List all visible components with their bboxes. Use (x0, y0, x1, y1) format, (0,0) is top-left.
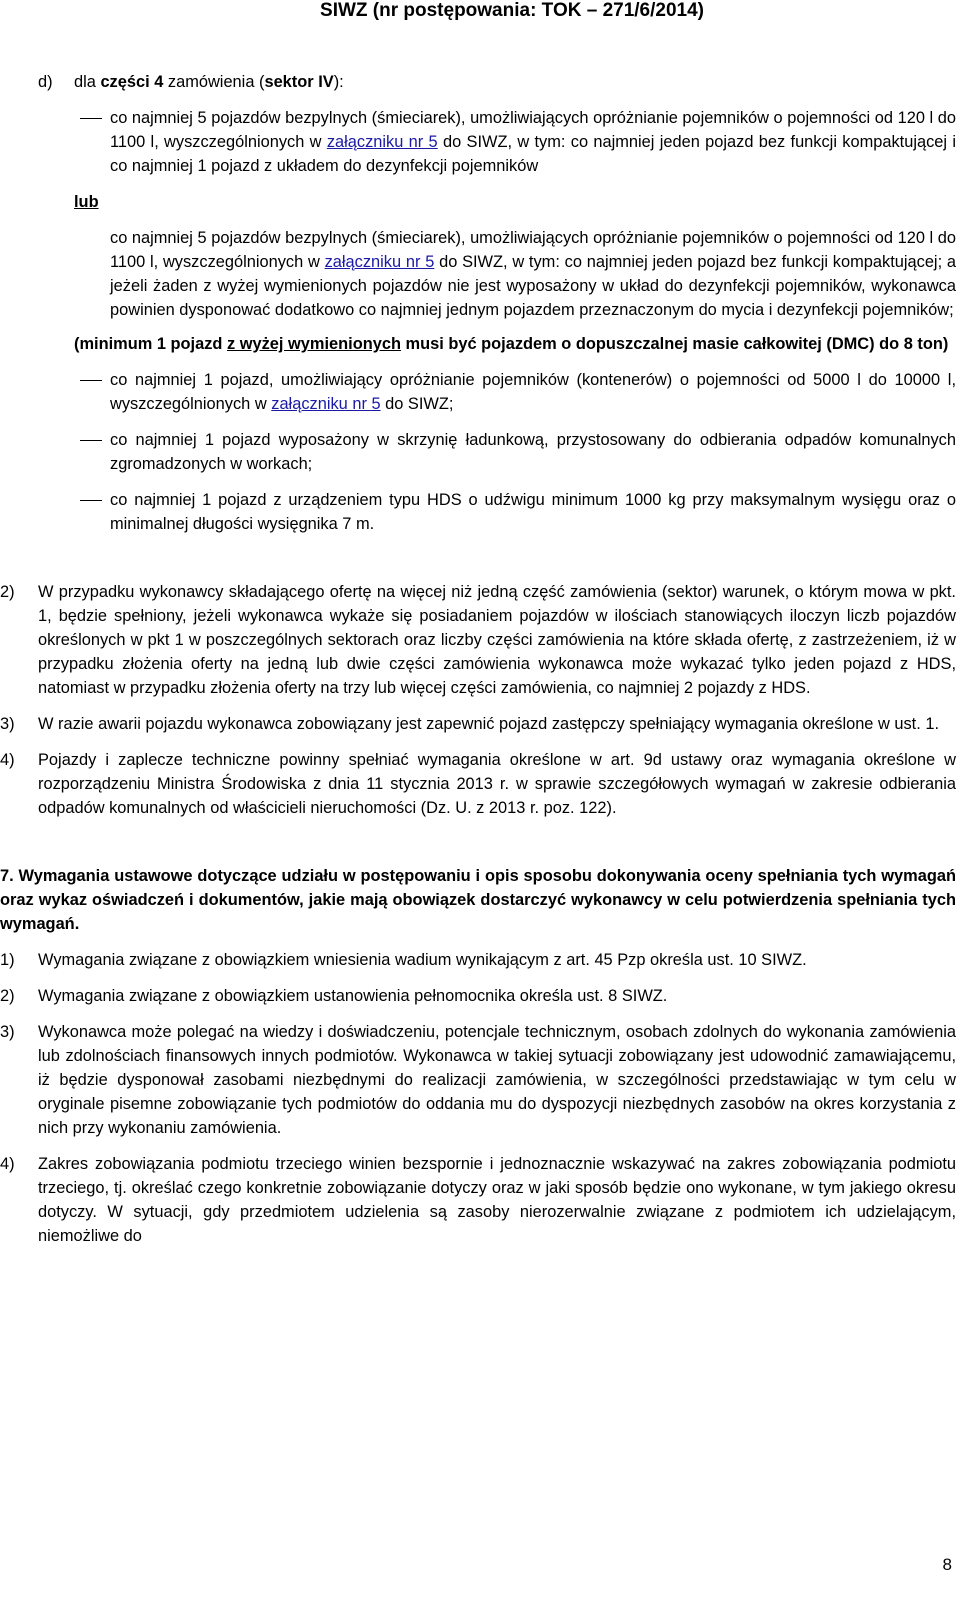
page-header (0, 0, 960, 24)
point-4: 4) Pojazdy i zaplecze techniczne powinny spełniać wymagania określone w art. 9d ustawy oraz wymagania określone w rozporządzeniu Ministra Środowiska z dnia 11 stycznia 2013 r. w sprawie szczegółowych wymagań w zakresie odbierania odpadów komunalnych od właścicieli nieruchomości (Dz. U. z 2013 r. poz. 122). (0, 751, 956, 817)
point-7-3: 3) Wykonawca może polegać na wiedzy i doświadczeniu, potencjale technicznym, osobach zdolnych do wykonania zamówienia lub zdolnościach finansowych innych podmiotów. Wykonawca w takiej sytuacji zobowiązany jest udowodnić zamawiającemu, iż będzie dysponował zasobami niezbędnymi do realizacji zamówienia, w szczególności przedstawiając w tym celu w oryginale pisemne zobowiązanie tych podmiotów do oddania mu do dyspozycji niezbędnych zasobów na okres korzystania z nich przy wykonaniu zamówienia. (0, 1023, 956, 1137)
attachment-5-link[interactable]: załączniku nr 5 (326, 133, 438, 151)
points-list-a (0, 580, 956, 820)
part-d-label: d) (38, 73, 53, 91)
part-d (38, 70, 956, 536)
attachment-5-link[interactable]: załączniku nr 5 (324, 253, 435, 271)
part-d-alternative: co najmniej 5 pojazdów bezpylnych (śmieciarek), umożliwiających opróżnianie pojemników o pojemności od 120 l do 1100 l, wyszczególnionych w załączniku nr 5 do SIWZ, w tym: co najmniej jeden pojazd bez funkcji kompaktującej; a jeżeli żaden z wyżej wymienionych pojazdów nie jest wyposażony w układ do dezynfekcji pojemników, wykonawca powinien dysponować dodatkowo co najmniej jednym pojazdem przeznaczonym do mycia i dezynfekcji pojemników; (110, 229, 956, 319)
part-d-item-1: co najmniej 5 pojazdów bezpylnych (śmieciarek), umożliwiających opróżnianie pojemników o pojemności od 120 l do 1100 l, wyszczególnionych w załączniku nr 5 do SIWZ, w tym: co najmniej jeden pojazd bez funkcji kompaktującej i co najmniej 1 pojazd z układem do dezynfekcji pojemników (38, 106, 956, 178)
page-number: 8 (942, 1555, 952, 1574)
part-d-intro: d) dla części 4 zamówienia (sektor IV): (38, 70, 956, 94)
part-d-item-2: co najmniej 1 pojazd, umożliwiający opróżnianie pojemników (kontenerów) o pojemności od 5000 l do 10000 l, wyszczególnionych w załączniku nr 5 do SIWZ; (38, 368, 956, 416)
part-d-item-3: co najmniej 1 pojazd wyposażony w skrzynię ładunkową, przystosowany do odbierania odpadów komunalnych zgromadzonych w workach; (38, 428, 956, 476)
document-title: SIWZ (nr postępowania: TOK – 271/6/2014) (320, 0, 704, 21)
document-body (0, 70, 957, 1248)
part-d-item-4: co najmniej 1 pojazd z urządzeniem typu HDS o udźwigu minimum 1000 kg przy maksymalnym wysięgu oraz o minimalnej długości wysięgnika 7 m. (38, 488, 956, 536)
point-7-4: 4) Zakres zobowiązania podmiotu trzeciego winien bezspornie i jednoznacznie wskazywać na zakres zobowiązania podmiotu trzeciego, tj. określać czego konkretnie zobowiązanie dotyczy oraz w jaki sposób będzie ono wykonane, w tym jakiego okresu dotyczy. W sytuacji, gdy przedmiotem udzielenia są zasoby nierozerwalnie związane z podmiotem ich udzielającym, niemożliwe do (0, 1155, 956, 1245)
point-7-1: 1) Wymagania związane z obowiązkiem wniesienia wadium wynikającym z art. 45 Pzp określa ust. 10 SIWZ. (0, 951, 807, 969)
point-7-2: 2) Wymagania związane z obowiązkiem ustanowienia pełnomocnika określa ust. 8 SIWZ. (0, 987, 668, 1005)
lub-label: lub (74, 193, 99, 211)
point-3: 3) W razie awarii pojazdu wykonawca zobowiązany jest zapewnić pojazd zastępczy spełniający wymagania określone w ust. 1. (0, 715, 940, 733)
points-list-b (0, 948, 956, 1248)
section-7-heading: 7. Wymagania ustawowe dotyczące udziału w postępowaniu i opis sposobu dokonywania oceny spełniania tych wymagań oraz wykaz oświadczeń i dokumentów, jakie mają obowiązek dostarczyć wykonawcy w celu potwierdzenia spełniania tych wymagań. (0, 867, 956, 933)
point-2: 2) W przypadku wykonawcy składającego ofertę na więcej niż jedną część zamówienia (sektor) warunek, o którym mowa w pkt. 1, będzie spełniony, jeżeli wykonawca wykaże się posiadaniem pojazdów w ilościach stanowiących iloczyn liczb pojazdów określonych w pkt 1 w poszczególnych sektorach oraz liczby części zamówienia na które składa ofertę, z zastrzeżeniem, iż w przypadku złożenia oferty na jedną lub dwie części zamówienia wykonawca może wykazać tylko jeden pojazd z HDS, natomiast w przypadku złożenia oferty na trzy lub więcej części zamówienia, co najmniej 2 pojazdy z HDS. (0, 583, 956, 697)
attachment-5-link[interactable]: załączniku nr 5 (271, 395, 381, 413)
part-d-minimum-note: (minimum 1 pojazd z wyżej wymienionych musi być pojazdem o dopuszczalnej masie całkowitej (DMC) do 8 ton) (74, 335, 949, 353)
